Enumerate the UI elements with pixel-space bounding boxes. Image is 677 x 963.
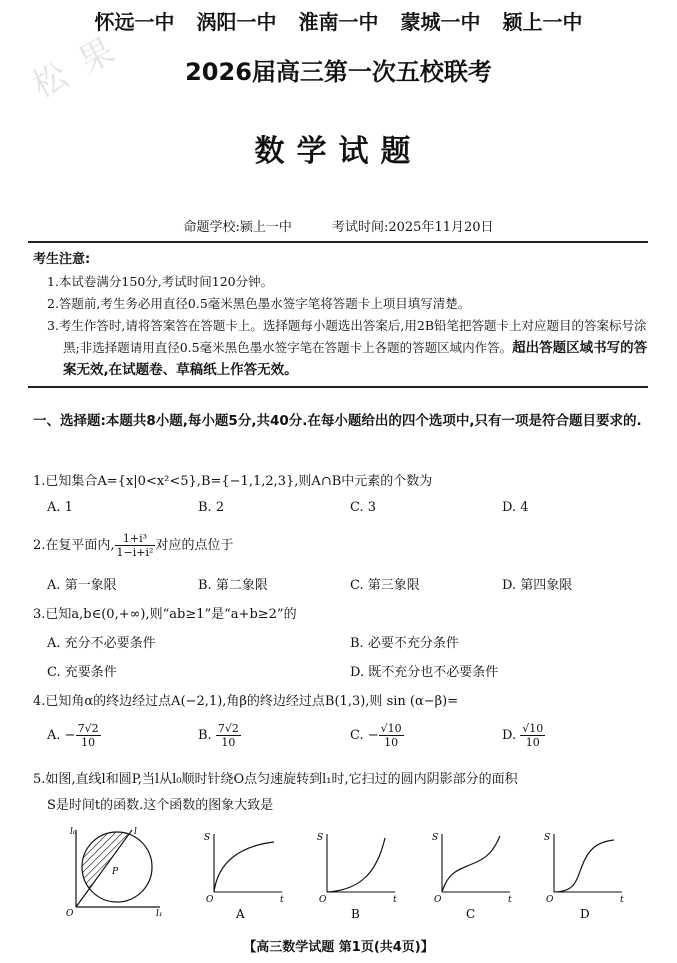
option-label: D. — [502, 728, 517, 743]
graph-label: B — [351, 907, 360, 921]
school-name: 蒙城一中 — [400, 10, 481, 34]
notice-item-text: 3.考生作答时,请将答案答在答题卡上。选择题每小题选出答案后,用2B铅笔把答题卡上对应题目的答案标号涂黑;非选择题请用直径0.5毫米黑色墨水签字笔在答题卡上各题的答题区域内作答。 — [47, 318, 647, 355]
question-2-option: B. 第二象限 — [198, 578, 268, 593]
axis-o-label: O — [206, 895, 214, 905]
axis-o-label: O — [434, 895, 442, 905]
question-1-option: B. 2 — [198, 500, 225, 515]
axis-s-label: S — [317, 833, 324, 843]
curve-b — [327, 838, 385, 892]
label-l0: l₀ — [70, 827, 77, 837]
question-2-stem-post: 对应的点位于 — [155, 538, 234, 553]
question-3-option: D. 既不充分也不必要条件 — [350, 665, 499, 680]
graph-a — [200, 822, 290, 922]
exam-meta — [0, 216, 677, 235]
exam-date: 考试时间:2025年11月20日 — [331, 220, 494, 235]
question-3-option: A. 充分不必要条件 — [47, 636, 156, 651]
notice-emphasis: 超出答题区域书写的答案无效,在试题卷、草稿纸上作答无效。 — [63, 340, 648, 378]
fraction-denominator: 10 — [81, 736, 96, 749]
axis-s-label: S — [544, 833, 551, 843]
page-footer: 【高三数学试题 第1页(共4页)】 — [243, 940, 434, 955]
notice-item — [33, 315, 653, 381]
section-heading: 一、选择题:本题共8小题,每小题5分,共40分.在每小题给出的四个选项中,只有一项是符合题目要求的. — [33, 413, 642, 429]
axis-t-label: t — [393, 895, 397, 905]
option-label: C. — [350, 728, 364, 743]
graph-b — [313, 822, 403, 922]
question-2-fraction — [115, 532, 156, 559]
fraction-numerator: 7√2 — [217, 722, 239, 735]
setter-school: 命题学校:颍上一中 — [183, 220, 292, 235]
question-4-option — [198, 722, 241, 749]
label-p: P — [112, 867, 119, 877]
axis-t-label: t — [508, 895, 512, 905]
notice-item: 2.答题前,考生务必用直径0.5毫米黑色墨水签字笔将答题卡上项目填写清楚。 — [47, 296, 471, 311]
fraction-denominator: 10 — [221, 736, 236, 749]
question-1-option: C. 3 — [350, 500, 377, 515]
notice-heading: 考生注意: — [33, 252, 91, 267]
label-l: l — [134, 827, 137, 837]
option-label: B. — [198, 728, 212, 743]
axis-t-label: t — [280, 895, 284, 905]
option-sign: − — [64, 728, 76, 743]
question-3-stem: 3.已知a,b∈(0,+∞),则“ab≥1”是“a+b≥2”的 — [33, 607, 297, 622]
question-3-option: C. 充要条件 — [47, 665, 117, 680]
option-sign: − — [367, 728, 379, 743]
fraction-numerator: 7√2 — [77, 722, 99, 735]
axis-s-label: S — [204, 833, 211, 843]
question-1-option: D. 4 — [502, 500, 529, 515]
exam-title: 2026届高三第一次五校联考 — [185, 58, 492, 86]
axis-o-label: O — [546, 895, 554, 905]
school-name: 淮南一中 — [298, 10, 379, 34]
school-list — [0, 6, 677, 35]
graph-label: D — [580, 907, 590, 921]
question-4-option — [47, 722, 101, 749]
graph-label: C — [466, 907, 476, 921]
option-fraction — [76, 722, 101, 749]
curve-a — [214, 842, 274, 892]
notice-divider — [28, 386, 648, 388]
fraction-denominator: 10 — [525, 736, 540, 749]
curve-d — [554, 840, 614, 892]
question-3-option: B. 必要不充分条件 — [350, 636, 459, 651]
option-fraction — [379, 722, 404, 749]
watermark: 松 果 — [25, 28, 125, 107]
graph-d — [540, 822, 630, 922]
notice-item: 1.本试卷满分150分,考试时间120分钟。 — [47, 274, 274, 289]
question-5-stem-line2: S是时间t的函数.这个函数的图象大致是 — [47, 798, 274, 813]
question-5-stem-line1: 5.如图,直线l和圆P,当l从l₀顺时针绕O点匀速旋转到l₁时,它扫过的圆内阴影部分的面积 — [33, 772, 518, 787]
question-4-stem: 4.已知角α的终边经过点A(−2,1),角β的终边经过点B(1,3),则 sin (α−β)= — [33, 694, 459, 709]
label-o: O — [66, 909, 74, 917]
axis-t-label: t — [620, 895, 624, 905]
notice-block — [33, 249, 653, 381]
label-l1: l₁ — [156, 909, 163, 917]
fraction-denominator: 1−i+i² — [116, 546, 154, 559]
axis-o-label: O — [319, 895, 327, 905]
graph-label: A — [236, 907, 245, 921]
graph-c — [428, 822, 518, 922]
question-2-stem — [33, 532, 233, 559]
subject-title: 数学试题 — [254, 134, 423, 169]
fraction-denominator: 10 — [384, 736, 399, 749]
question-2-stem-pre: 2.在复平面内, — [33, 538, 115, 553]
curve-c — [442, 836, 500, 892]
question-1-option: A. 1 — [47, 500, 73, 515]
question-4-option — [350, 722, 404, 749]
fraction-numerator: √10 — [522, 722, 544, 735]
header-divider — [28, 241, 648, 243]
circle-figure — [62, 822, 172, 917]
question-2-option: D. 第四象限 — [502, 578, 573, 593]
question-2-option: C. 第三象限 — [350, 578, 420, 593]
option-label: A. — [47, 728, 61, 743]
school-name: 怀远一中 — [94, 10, 175, 34]
fraction-numerator: √10 — [380, 722, 402, 735]
question-4-option — [502, 722, 545, 749]
question-1-stem: 1.已知集合A={x|0<x²<5},B={−1,1,2,3},则A∩B中元素的个数为 — [33, 474, 433, 489]
fraction-numerator: 1+i³ — [115, 532, 156, 546]
option-fraction — [216, 722, 241, 749]
school-name: 颍上一中 — [502, 10, 583, 34]
question-2-option: A. 第一象限 — [47, 578, 117, 593]
axis-s-label: S — [432, 833, 439, 843]
school-name: 涡阳一中 — [196, 10, 277, 34]
option-fraction — [520, 722, 545, 749]
